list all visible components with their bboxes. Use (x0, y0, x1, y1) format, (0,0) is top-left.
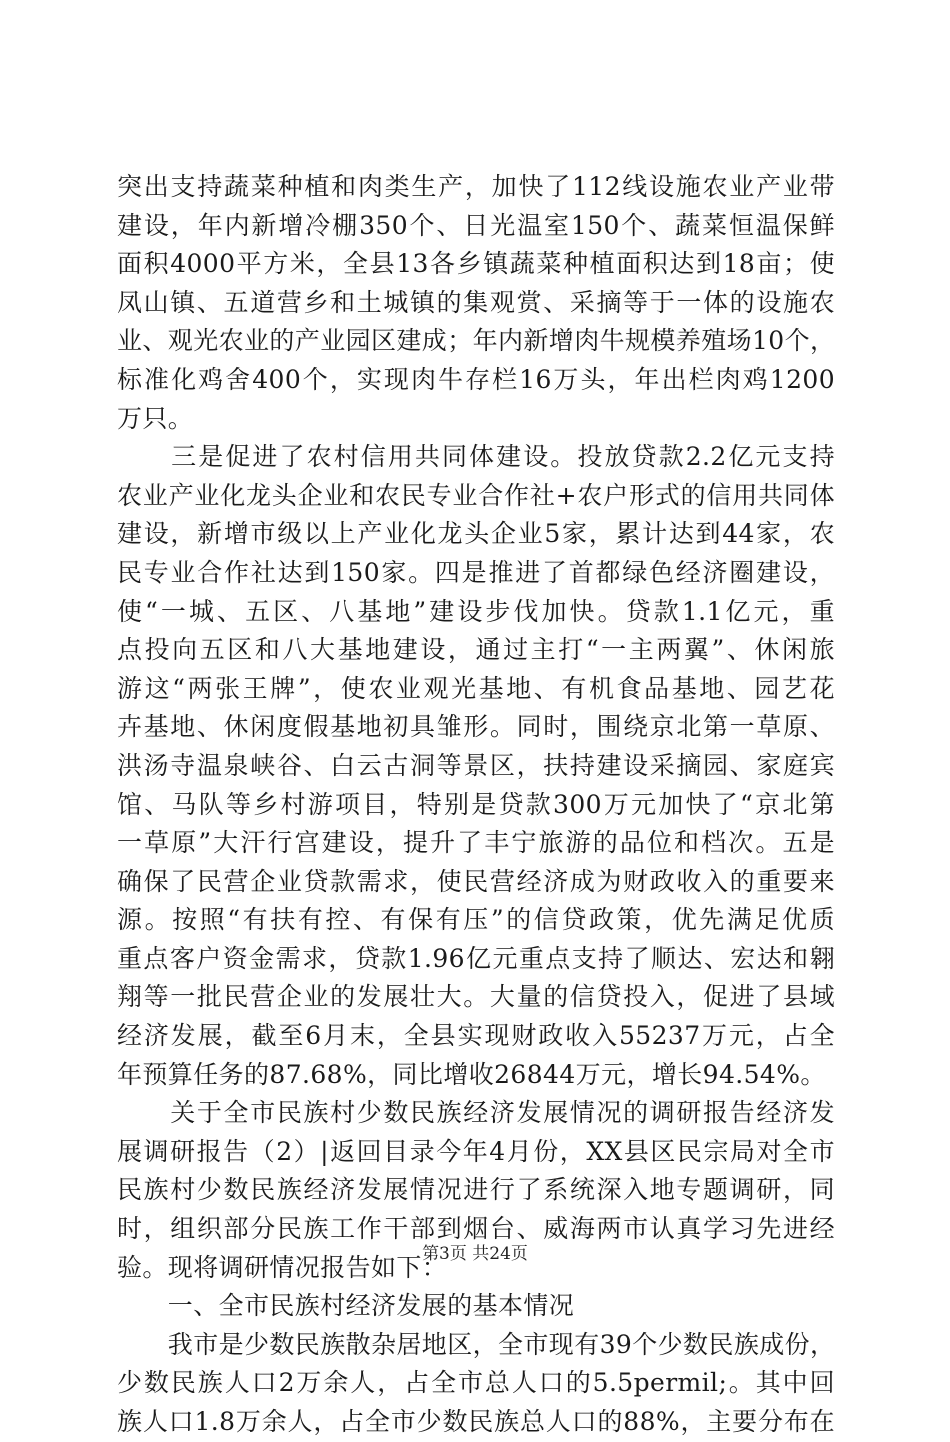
text-line: 三是促进了农村信用共同体建设。投放贷款2.2亿元支持 (117, 442, 835, 472)
text-line: 源。按照“有扶有控、有保有压”的信贷政策，优先满足优质 (117, 905, 835, 935)
text-line: 族人口1.8万余人，占全市少数民族总人口的88%，主要分布在 (117, 1407, 835, 1436)
text-line: 卉基地、休闲度假基地初具雏形。同时，围绕京北第一草原、 (117, 712, 835, 742)
text-line: 点投向五区和八大基地建设，通过主打“一主两翼”、休闲旅 (117, 635, 835, 665)
text-line: 一、全市民族村经济发展的基本情况 (117, 1291, 575, 1321)
text-line: 建设，年内新增冷棚350个、日光温室150个、蔬菜恒温保鲜 (117, 210, 835, 240)
text-line: 游这“两张王牌”，使农业观光基地、有机食品基地、园艺花 (117, 673, 835, 703)
text-line: 重点客户资金需求，贷款1.96亿元重点支持了顺达、宏达和翱 (117, 943, 835, 973)
text-line: 洪汤寺温泉峡谷、白云古洞等景区，扶持建设采摘园、家庭宾 (117, 750, 835, 780)
text-line: 突出支持蔬菜种植和肉类生产，加快了112线设施农业产业带 (117, 172, 835, 201)
page-number: 第3页 共24页 (422, 1244, 528, 1264)
text-line: 验。现将调研情况报告如下： (117, 1252, 448, 1282)
text-line: 展调研报告（2）|返回目录今年4月份，XX县区民宗局对全市 (117, 1136, 835, 1166)
text-line: 民族村少数民族经济发展情况进行了系统深入地专题调研，同 (117, 1175, 835, 1205)
text-line: 农业产业化龙头企业和农民专业合作社+农户形式的信用共同体 (117, 480, 835, 510)
text-line: 馆、马队等乡村游项目，特别是贷款300万元加快了“京北第 (117, 789, 835, 819)
text-line: 翔等一批民营企业的发展壮大。大量的信贷投入，促进了县域 (117, 982, 835, 1012)
text-line: 一草原”大汗行宫建设，提升了丰宁旅游的品位和档次。五是 (117, 828, 835, 858)
text-line: 经济发展，截至6月末，全县实现财政收入55237万元，占全 (117, 1021, 835, 1051)
text-line: 时，组织部分民族工作干部到烟台、威海两市认真学习先进经 (117, 1214, 835, 1244)
text-line: 凤山镇、五道营乡和土城镇的集观赏、采摘等于一体的设施农 (117, 287, 835, 317)
text-line: 民专业合作社达到150家。四是推进了首都绿色经济圈建设， (117, 557, 835, 587)
text-line: 我市是少数民族散杂居地区，全市现有39个少数民族成份， (117, 1329, 836, 1359)
text-line: 确保了民营企业贷款需求，使民营经济成为财政收入的重要来 (117, 866, 835, 896)
text-line: 建设，新增市级以上产业化龙头企业5家，累计达到44家，农 (117, 519, 835, 549)
text-line: 万只。 (117, 403, 194, 433)
text-line: 少数民族人口2万余人，占全市总人口的5.5permil;。其中回 (117, 1368, 835, 1398)
text-line: 使“一城、五区、八基地”建设步伐加快。贷款1.1亿元，重 (117, 596, 835, 626)
text-line: 业、观光农业的产业园区建成；年内新增肉牛规模养殖场10个， (117, 326, 836, 356)
text-line: 年预算任务的87.68%，同比增收26844万元，增长94.54%。 (117, 1059, 826, 1089)
text-line: 关于全市民族村少数民族经济发展情况的调研报告经济发 (117, 1098, 835, 1128)
text-line: 标准化鸡舍400个，实现肉牛存栏16万头，年出栏肉鸡1200 (117, 364, 835, 394)
text-line: 面积4000平方米，全县13各乡镇蔬菜种植面积达到18亩；使 (117, 249, 835, 279)
